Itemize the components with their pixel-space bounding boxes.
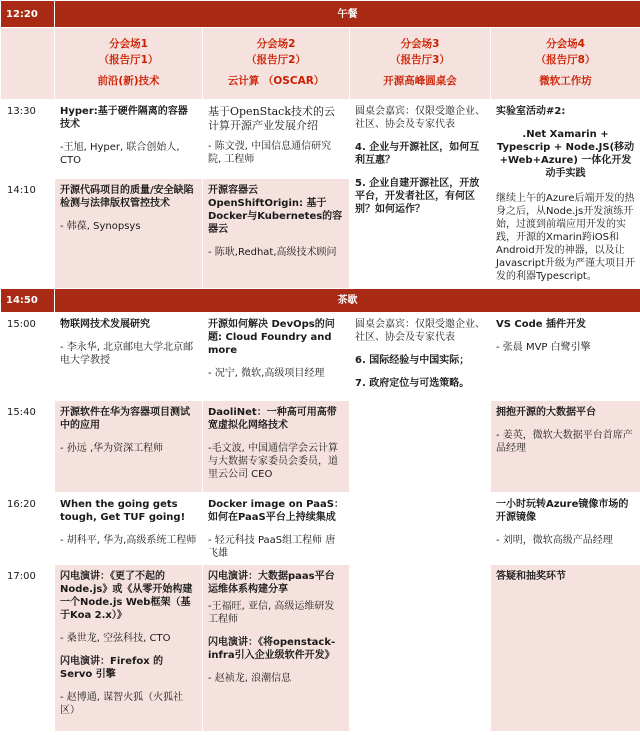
track-room: （报告厅3） <box>390 53 450 66</box>
workshop-cell-a <box>491 100 640 289</box>
roundtable-question-6: 6. 国际经验与中国实际； <box>355 355 470 366</box>
track-name: 分会场1 <box>109 37 148 50</box>
session-cell <box>203 100 350 179</box>
session-speaker: - 刘明，微软高级产品经理 <box>496 535 613 546</box>
session-title: 答疑和抽奖环节 <box>496 571 566 582</box>
time-label: 17:00 <box>1 565 55 732</box>
session-cell <box>491 565 640 732</box>
session-speaker-2: - 赵博通, 谋智火狐（火狐社区） <box>60 692 184 716</box>
slot-row-1700 <box>1 565 640 732</box>
empty-cell <box>350 401 491 732</box>
session-title: Hyper:基于硬件隔离的容器技术 <box>60 106 188 130</box>
session-title: 物联网技术发展研究 <box>60 319 150 330</box>
track-topic: 前沿(新)技术 <box>97 75 160 88</box>
lunch-time: 12:20 <box>1 1 55 28</box>
track-name: 分会场4 <box>546 37 585 50</box>
session-cell <box>203 313 350 401</box>
session-speaker: - 轻元科技 PaaS组工程师 唐飞雄 <box>208 535 336 559</box>
session-speaker: -王福旺, 亚信, 高级运维研发工程师 <box>208 601 335 625</box>
session-cell <box>55 493 203 565</box>
session-cell <box>203 565 350 732</box>
roundtable-question-7: 7. 政府定位与可选策略。 <box>355 378 470 389</box>
roundtable-cell-b <box>350 313 491 401</box>
session-title: When the going gets tough, Get TUF going! <box>60 499 186 523</box>
track-topic: 微软工作坊 <box>539 75 592 88</box>
workshop-description: 继续上午的Azure后端开发的热身之后，从Node.js开发演练开始，过渡到前端应用开发的实践，开源的Xmarin跨iOS和Android开发的神器，以及让Javascript升级为严谨大项目开发的利器Typescript。 <box>496 193 635 282</box>
lunch-break-row <box>1 1 640 28</box>
session-cell <box>491 313 640 401</box>
session-title: 闪电演讲：《更了不起的Node.js》或《从零开始构建一个Node.js Web框架（基于Koa 2.x）》 <box>60 571 193 621</box>
track-room: （报告厅8） <box>535 53 596 66</box>
session-title: Docker image on PaaS：如何在PaaS平台上持续集成 <box>208 499 344 523</box>
slot-row-1500 <box>1 313 640 401</box>
track-topic: 开源高峰圆桌会 <box>383 75 457 88</box>
session-title-2: 闪电演讲：《将openstack-infra引入企业级软件开发》 <box>208 637 336 661</box>
session-cell <box>55 179 203 289</box>
session-cell <box>55 100 203 179</box>
session-speaker: - 韩葆, Synopsys <box>60 221 141 232</box>
session-cell <box>203 401 350 493</box>
session-title: 一小时玩转Azure镜像市场的开源镜像 <box>496 499 629 523</box>
session-title: 拥抱开源的大数据平台 <box>496 407 596 418</box>
roundtable-intro: 圆桌会嘉宾：仅限受邀企业、社区、协会及专家代表 <box>355 319 485 343</box>
session-title-2: 闪电演讲：Firefox 的 Servo 引擎 <box>60 656 164 680</box>
slot-row-1330 <box>1 100 640 179</box>
track-name: 分会场3 <box>400 37 440 50</box>
tea-time: 14:50 <box>1 289 55 313</box>
session-title: DaoliNet：一种高可用高带宽虚拟化网络技术 <box>208 407 337 431</box>
session-cell <box>55 401 203 493</box>
slot-row-1620 <box>1 493 640 565</box>
track-room: （报告厅2） <box>246 53 306 66</box>
session-speaker: -王旭, Hyper, 联合创始人, CTO <box>60 142 180 166</box>
session-speaker-2: - 赵祯龙, 浪潮信息 <box>208 673 292 684</box>
session-title: 开源容器云OpenShiftOrigin: 基于Docker与Kubernetes的容器云 <box>208 185 343 235</box>
roundtable-intro: 圆桌会嘉宾：仅限受邀企业、社区、协会及专家代表 <box>355 106 485 130</box>
session-cell <box>203 179 350 289</box>
roundtable-question-5: 5. 企业自建开源社区，开放平台，开发者社区，有何区别？如何运作？ <box>355 178 480 215</box>
session-speaker: - 陈耿,Redhat,高级技术顾问 <box>208 247 337 258</box>
roundtable-question-4: 4. 企业与开源社区，如何互利互惠？ <box>355 142 480 166</box>
tea-break-row <box>1 289 640 313</box>
lunch-label: 午餐 <box>55 1 640 28</box>
session-title: 开源软件在华为容器项目测试中的应用 <box>60 407 190 431</box>
track-header-3 <box>350 28 491 100</box>
session-speaker: - 张晨 MVP 白鹭引擎 <box>496 342 591 353</box>
session-cell <box>203 493 350 565</box>
time-label: 15:00 <box>1 313 55 401</box>
track-header-row <box>1 28 640 100</box>
track-header-1 <box>55 28 203 100</box>
session-cell <box>55 565 203 732</box>
session-title: VS Code 插件开发 <box>496 319 587 330</box>
track-topic: 云计算 （OSCAR） <box>227 75 325 88</box>
session-speaker: - 陈文弢, 中国信息通信研究院, 工程师 <box>208 140 332 165</box>
session-speaker: - 孙远 ,华为资深工程师 <box>60 443 164 454</box>
track-name: 分会场2 <box>256 37 296 50</box>
track-room: （报告厅1） <box>98 53 159 66</box>
session-title: 开源代码项目的质量/安全缺陷检测与法律版权管控技术 <box>60 185 194 209</box>
session-speaker: - 桑世龙, 空弦科技, CTO <box>60 633 171 644</box>
workshop-subtitle: .Net Xamarin + Typescrip + Node.JS(移动+Web+Azure) 一体化开发动手实践 <box>496 129 635 179</box>
session-speaker: -毛文波, 中国通信学会云计算与大数据专家委员会委员，道里云公司 CEO <box>208 443 338 480</box>
session-cell <box>491 493 640 565</box>
slot-row-1540 <box>1 401 640 493</box>
track-header-4 <box>491 28 640 100</box>
time-label: 16:20 <box>1 493 55 565</box>
time-label: 15:40 <box>1 401 55 493</box>
session-title: 闪电演讲：大数据paas平台运维体系构建分享 <box>208 571 335 595</box>
session-cell <box>55 313 203 401</box>
session-speaker: - 胡科平, 华为,高级系统工程师 <box>60 535 197 546</box>
session-speaker: - 姜英，微软大数据平台首席产品经理 <box>496 430 633 454</box>
session-cell <box>491 401 640 493</box>
track-header-2 <box>203 28 350 100</box>
workshop-title: 实验室活动#2: <box>496 106 566 117</box>
session-title: 基于OpenStack技术的云计算开源产业发展介绍 <box>208 105 335 133</box>
roundtable-cell-a <box>350 100 491 289</box>
time-label: 13:30 <box>1 100 55 179</box>
session-speaker: - 李永华, 北京邮电大学北京邮电大学教授 <box>60 342 194 366</box>
session-title: 开源如何解决 DevOps的问题: Cloud Foundry and more <box>208 319 335 356</box>
tea-label: 茶歇 <box>55 289 640 313</box>
header-corner <box>1 28 55 100</box>
time-label: 14:10 <box>1 179 55 289</box>
session-speaker: - 况宁, 微软,高级项目经理 <box>208 368 325 379</box>
